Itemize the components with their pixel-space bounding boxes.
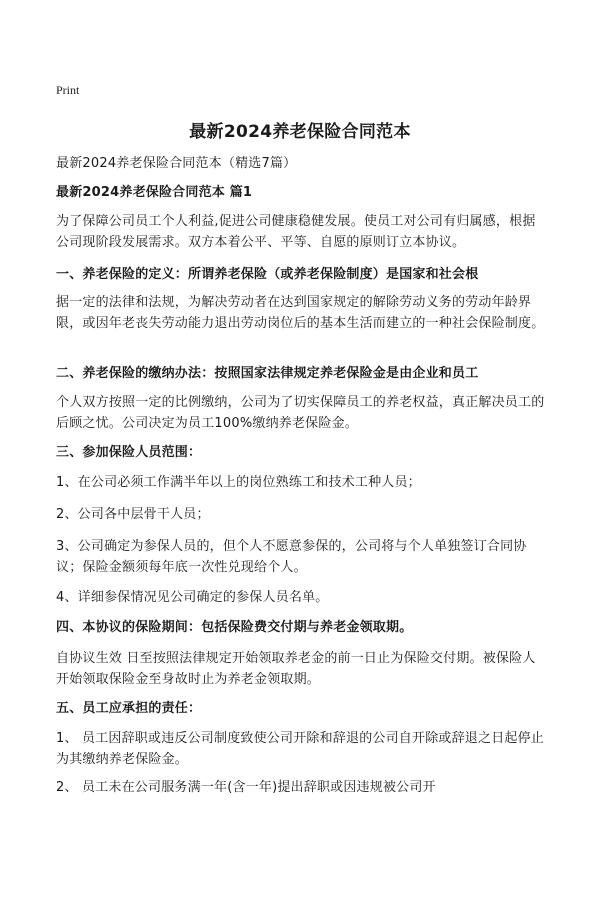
intro-paragraph: 为了保障公司员工个人利益,促进公司健康稳健发展。使员工对公司有归属感，根据公司现阶段发展需求。双方本着公平、平等、自愿的原则订立本协议。 <box>56 214 536 250</box>
print-label: Print <box>56 83 80 97</box>
duty-item-2: 2、 员工未在公司服务满一年(含一年)提出辞职或因违规被公司开 <box>56 780 436 795</box>
scope-item-2: 2、公司各中层骨干人员； <box>56 507 210 522</box>
heading-definition: 一、养老保险的定义：所谓养老保险（或养老保险制度）是国家和社会根 <box>56 267 479 282</box>
document-title: 最新2024养老保险合同范本 <box>189 122 411 142</box>
heading-duties: 五、员工应承担的责任： <box>56 701 202 716</box>
scope-item-1: 1、在公司必须工作满半年以上的岗位熟练工和技术工种人员； <box>56 475 421 490</box>
period-paragraph: 自协议生效 日至按照法律规定开始领取养老金的前一日止为保险交付期。被保险人开始领取保险金至身故时止为养老金领取期。 <box>56 651 536 687</box>
heading-payment: 二、养老保险的缴纳办法：按照国家法律规定养老保险金是由企业和员工 <box>56 366 479 381</box>
heading-period: 四、本协议的保险期间：包括保险费交付期与养老金领取期。 <box>56 620 413 635</box>
scope-item-3: 3、公司确定为参保人员的，但个人不愿意参保的，公司将与个人单独签订合同协议；保险金额须每年底一次性兑现给个人。 <box>56 539 527 575</box>
duty-item-1: 1、 员工因辞职或违反公司制度致使公司开除和辞退的公司自开除或辞退之日起停止为其缴纳养老保险金。 <box>56 731 545 767</box>
scope-item-4: 4、详细参保情况见公司确定的参保人员名单。 <box>56 590 329 605</box>
heading-scope: 三、参加保险人员范围： <box>56 445 202 460</box>
definition-paragraph: 据一定的法律和法规，为解决劳动者在达到国家规定的解除劳动义务的劳动年龄界限，或因年老丧失劳动能力退出劳动岗位后的基本生活而建立的一种社会保险制度。 <box>56 295 545 331</box>
section-title: 最新2024养老保险合同范本 篇1 <box>56 185 253 200</box>
payment-paragraph: 个人双方按照一定的比例缴纳，公司为了切实保障员工的养老权益，真正解决员工的后顾之忧。公司决定为员工100%缴纳养老保险金。 <box>56 395 545 431</box>
document-subtitle: 最新2024养老保险合同范本（精选7篇） <box>56 156 297 171</box>
